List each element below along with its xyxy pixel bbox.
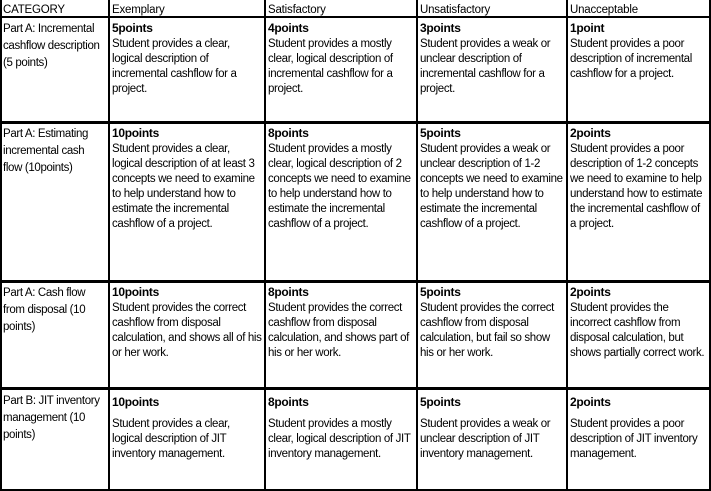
rubric-cell xyxy=(268,126,414,232)
rubric-cell xyxy=(268,21,414,97)
rubric-cell xyxy=(570,21,708,82)
points-label: 2points xyxy=(570,126,611,140)
rubric-cell xyxy=(570,126,708,232)
header-unacceptable: Unacceptable xyxy=(570,4,638,16)
header-exemplary: Exemplary xyxy=(112,4,165,16)
header-unsatisfactory: Unsatisfactory xyxy=(420,4,491,16)
points-label: 10points xyxy=(112,126,159,140)
rubric-cell xyxy=(268,395,414,462)
column-divider xyxy=(264,0,266,491)
rubric-cell xyxy=(570,395,708,462)
category-cell: Part A: Estimating incremental cash flow (10points) xyxy=(3,128,89,174)
row-divider xyxy=(0,121,711,124)
category-cell: Part B: JIT inventory management (10 points) xyxy=(3,395,100,441)
criterion-description: Student provides a weak or unclear description of 1-2 concepts we need to examine to help understand how to estimate the incremental cashflow of a project. xyxy=(420,143,563,230)
row-divider xyxy=(0,387,711,390)
points-label: 8points xyxy=(268,395,309,409)
criterion-description: Student provides a clear, logical description of at least 3 concepts we need to examine to help understand how to estimate the incremental cashflow of a project. xyxy=(112,143,255,230)
criterion-description: Student provides a clear, logical description of incremental cashflow for a project. xyxy=(112,38,237,95)
criterion-description: Student provides a mostly clear, logical description of incremental cashflow for a project. xyxy=(268,38,393,95)
rubric-cell xyxy=(112,395,262,462)
table-border xyxy=(0,0,2,491)
row-divider xyxy=(0,280,711,283)
column-divider xyxy=(566,0,568,491)
criterion-description: Student provides the correct cashflow from disposal calculation, and shows part of his or her work. xyxy=(268,302,410,359)
criterion-description: Student provides a mostly clear, logical description of JIT inventory management. xyxy=(268,418,411,460)
criterion-description: Student provides the correct cashflow from disposal calculation, but fail so show his or her work. xyxy=(420,302,555,359)
points-label: 1point xyxy=(570,21,605,35)
rubric-cell xyxy=(112,21,262,97)
points-label: 2points xyxy=(570,285,611,299)
criterion-description: Student provides a poor description of 1-2 concepts we need to examine to help understand how to estimate the incremental cashflow of a project. xyxy=(570,143,703,230)
header-satisfactory: Satisfactory xyxy=(268,4,326,16)
criterion-description: Student provides a mostly clear, logical description of 2 concepts we need to examine to help understand how to estimate the incremental cashflow of a project. xyxy=(268,143,411,230)
criterion-description: Student provides the correct cashflow from disposal calculation, and shows all of his or her work. xyxy=(112,302,262,359)
points-label: 5points xyxy=(112,21,153,35)
rubric-cell xyxy=(420,395,565,462)
points-label: 2points xyxy=(570,395,611,409)
category-cell: Part A: Incremental cashflow description (5 points) xyxy=(3,23,100,69)
points-label: 3points xyxy=(420,21,461,35)
points-label: 8points xyxy=(268,126,309,140)
criterion-description: Student provides the incorrect cashflow from disposal calculation, but shows partially correct work. xyxy=(570,302,705,359)
points-label: 10points xyxy=(112,395,159,409)
category-cell: Part A: Cash flow from disposal (10 points) xyxy=(3,287,86,333)
points-label: 4points xyxy=(268,21,309,35)
points-label: 5points xyxy=(420,395,461,409)
rubric-cell xyxy=(112,126,262,232)
points-label: 10points xyxy=(112,285,159,299)
criterion-description: Student provides a weak or unclear description of incremental cashflow for a project. xyxy=(420,38,551,95)
points-label: 5points xyxy=(420,285,461,299)
rubric-cell xyxy=(570,285,708,361)
criterion-description: Student provides a poor description of JIT inventory management. xyxy=(570,418,698,460)
points-label: 5points xyxy=(420,126,461,140)
criterion-description: Student provides a weak or unclear description of JIT inventory management. xyxy=(420,418,551,460)
points-label: 8points xyxy=(268,285,309,299)
criterion-description: Student provides a poor description of incremental cashflow for a project. xyxy=(570,38,692,80)
rubric-cell xyxy=(420,21,565,97)
rubric-cell xyxy=(420,126,565,232)
rubric-cell xyxy=(420,285,565,361)
header-category: CATEGORY xyxy=(3,4,65,16)
criterion-description: Student provides a clear, logical description of JIT inventory management. xyxy=(112,418,230,460)
rubric-cell xyxy=(112,285,262,361)
column-divider xyxy=(416,0,418,491)
column-divider xyxy=(108,0,110,491)
rubric-cell xyxy=(268,285,414,361)
